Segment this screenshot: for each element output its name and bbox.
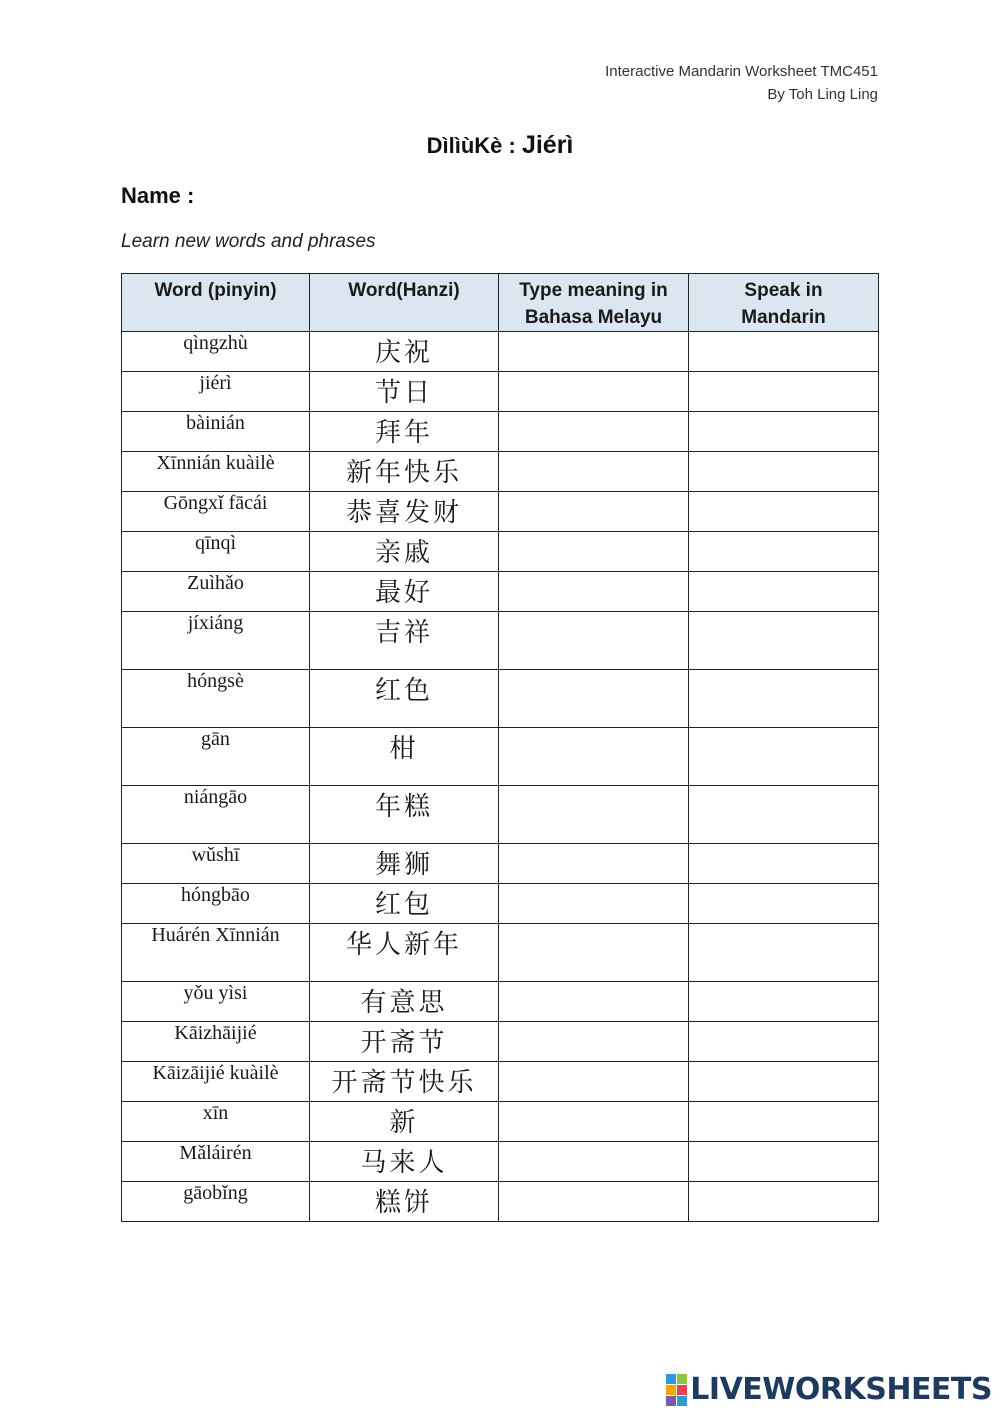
table-row [122, 1102, 879, 1142]
hanzi-cell: 亲戚 [310, 532, 499, 572]
pinyin-cell: gān [122, 728, 310, 786]
table-row [122, 844, 879, 884]
pinyin-cell: qīnqì [122, 532, 310, 572]
speak-cell[interactable] [689, 1022, 879, 1062]
logo-grid-icon [666, 1374, 687, 1406]
pinyin-cell: hóngbāo [122, 884, 310, 924]
pinyin-cell: qìngzhù [122, 332, 310, 372]
pinyin-cell: niángāo [122, 786, 310, 844]
vocabulary-table [121, 273, 879, 1222]
hanzi-cell: 柑 [310, 728, 499, 786]
hanzi-cell: 有意思 [310, 982, 499, 1022]
table-row [122, 1182, 879, 1222]
speak-cell[interactable] [689, 924, 879, 982]
pinyin-cell: Xīnnián kuàilè [122, 452, 310, 492]
table-row [122, 924, 879, 982]
meaning-input-cell[interactable] [499, 884, 689, 924]
worksheet-header [605, 60, 878, 106]
meaning-input-cell[interactable] [499, 786, 689, 844]
table-row [122, 452, 879, 492]
table-row [122, 728, 879, 786]
meaning-input-cell[interactable] [499, 1142, 689, 1182]
pinyin-cell: jíxiáng [122, 612, 310, 670]
pinyin-cell: Zuìhǎo [122, 572, 310, 612]
title-part2: Jiérì [521, 131, 574, 159]
table-row [122, 572, 879, 612]
hanzi-cell: 节日 [310, 372, 499, 412]
meaning-input-cell[interactable] [499, 1062, 689, 1102]
pinyin-cell: jiérì [122, 372, 310, 412]
table-row [122, 1062, 879, 1102]
table-row [122, 332, 879, 372]
table-row [122, 612, 879, 670]
table-row [122, 786, 879, 844]
pinyin-cell: Kāizhāijié [122, 1022, 310, 1062]
speak-cell[interactable] [689, 670, 879, 728]
page-title [0, 131, 1000, 160]
hanzi-cell: 吉祥 [310, 612, 499, 670]
hanzi-cell: 糕饼 [310, 1182, 499, 1222]
hanzi-cell: 红包 [310, 884, 499, 924]
meaning-input-cell[interactable] [499, 332, 689, 372]
meaning-input-cell[interactable] [499, 1102, 689, 1142]
meaning-input-cell[interactable] [499, 728, 689, 786]
speak-cell[interactable] [689, 982, 879, 1022]
hanzi-cell: 拜年 [310, 412, 499, 452]
speak-cell[interactable] [689, 728, 879, 786]
table-row [122, 372, 879, 412]
hanzi-cell: 马来人 [310, 1142, 499, 1182]
table-row [122, 982, 879, 1022]
table-header-row [122, 274, 879, 332]
speak-cell[interactable] [689, 332, 879, 372]
speak-cell[interactable] [689, 412, 879, 452]
table-row [122, 412, 879, 452]
table-row [122, 492, 879, 532]
meaning-input-cell[interactable] [499, 612, 689, 670]
header-meaning: Type meaning in Bahasa Melayu [499, 274, 689, 332]
hanzi-cell: 恭喜发财 [310, 492, 499, 532]
meaning-input-cell[interactable] [499, 492, 689, 532]
speak-cell[interactable] [689, 844, 879, 884]
pinyin-cell: hóngsè [122, 670, 310, 728]
table-row [122, 1022, 879, 1062]
hanzi-cell: 开斋节快乐 [310, 1062, 499, 1102]
speak-cell[interactable] [689, 1142, 879, 1182]
meaning-input-cell[interactable] [499, 452, 689, 492]
pinyin-cell: wǔshī [122, 844, 310, 884]
pinyin-cell: yǒu yìsi [122, 982, 310, 1022]
pinyin-cell: Huárén Xīnnián [122, 924, 310, 982]
meaning-input-cell[interactable] [499, 844, 689, 884]
meaning-input-cell[interactable] [499, 1182, 689, 1222]
hanzi-cell: 华人新年 [310, 924, 499, 982]
subtitle: Learn new words and phrases [121, 231, 376, 252]
liveworksheets-logo [666, 1372, 992, 1407]
pinyin-cell: bàinián [122, 412, 310, 452]
hanzi-cell: 开斋节 [310, 1022, 499, 1062]
hanzi-cell: 庆祝 [310, 332, 499, 372]
pinyin-cell: Mǎláirén [122, 1142, 310, 1182]
brand-name: LIVEWORKSHEETS [690, 1372, 992, 1407]
pinyin-cell: Gōngxǐ fācái [122, 492, 310, 532]
meaning-input-cell[interactable] [499, 372, 689, 412]
name-label: Name : [121, 183, 195, 208]
meaning-input-cell[interactable] [499, 924, 689, 982]
speak-cell[interactable] [689, 786, 879, 844]
meaning-input-cell[interactable] [499, 982, 689, 1022]
hanzi-cell: 新年快乐 [310, 452, 499, 492]
table-row [122, 884, 879, 924]
hanzi-cell: 舞狮 [310, 844, 499, 884]
table-row [122, 1142, 879, 1182]
author-line: By Toh Ling Ling [767, 86, 878, 103]
speak-cell[interactable] [689, 492, 879, 532]
pinyin-cell: xīn [122, 1102, 310, 1142]
speak-cell[interactable] [689, 532, 879, 572]
speak-cell[interactable] [689, 1102, 879, 1142]
table-row [122, 670, 879, 728]
hanzi-cell: 新 [310, 1102, 499, 1142]
speak-cell[interactable] [689, 572, 879, 612]
pinyin-cell: gāobǐng [122, 1182, 310, 1222]
table-row [122, 532, 879, 572]
speak-cell[interactable] [689, 372, 879, 412]
pinyin-cell: Kāizāijié kuàilè [122, 1062, 310, 1102]
hanzi-cell: 最好 [310, 572, 499, 612]
course-line: Interactive Mandarin Worksheet TMC451 [605, 63, 878, 80]
meaning-input-cell[interactable] [499, 1022, 689, 1062]
speak-cell[interactable] [689, 1062, 879, 1102]
meaning-input-cell[interactable] [499, 572, 689, 612]
speak-cell[interactable] [689, 1182, 879, 1222]
header-speak: Speak in Mandarin [689, 274, 879, 332]
meaning-input-cell[interactable] [499, 532, 689, 572]
meaning-input-cell[interactable] [499, 670, 689, 728]
speak-cell[interactable] [689, 612, 879, 670]
speak-cell[interactable] [689, 452, 879, 492]
speak-cell[interactable] [689, 884, 879, 924]
header-pinyin: Word (pinyin) [122, 274, 310, 332]
header-hanzi: Word(Hanzi) [310, 274, 499, 332]
meaning-input-cell[interactable] [499, 412, 689, 452]
hanzi-cell: 红色 [310, 670, 499, 728]
title-part1: DìlìùKè : [426, 133, 522, 158]
hanzi-cell: 年糕 [310, 786, 499, 844]
